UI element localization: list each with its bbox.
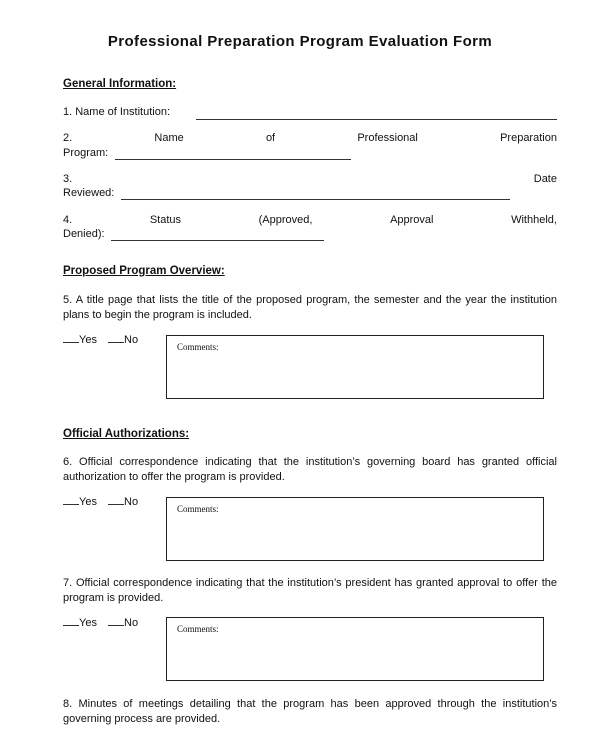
item-5-text: 5. A title page that lists the title of the proposed program, the semester and the year the institution plans to begin the program is included.	[63, 294, 557, 321]
item-8-text: 8. Minutes of meetings detailing that the program has been approved through the institution’s governing process are provided.	[63, 698, 557, 725]
yes-label: Yes	[79, 496, 97, 508]
status-label-row	[63, 214, 557, 226]
date-reviewed-field[interactable]	[121, 199, 510, 200]
item-5-comments-box[interactable]	[166, 335, 544, 399]
item-6-yes-no	[63, 496, 138, 508]
general-information-heading: General Information:	[63, 78, 177, 90]
program-name-word: of	[265, 132, 276, 144]
status-word: (Approved,	[258, 214, 313, 226]
item-5-no-blank[interactable]	[108, 342, 124, 343]
form-title: Professional Preparation Program Evaluation Form	[107, 33, 493, 50]
institution-name-field[interactable]	[196, 119, 557, 120]
item-5-yes-blank[interactable]	[63, 342, 79, 343]
status-field[interactable]	[111, 240, 324, 241]
status-word: Status	[149, 214, 181, 226]
program-name-word: 2.	[63, 132, 73, 144]
program-name-field[interactable]	[115, 159, 351, 160]
date-reviewed-word: 3.	[63, 173, 73, 185]
status-word: Approval	[390, 214, 434, 226]
item-7-yes-blank[interactable]	[63, 625, 79, 626]
status-word: Withheld,	[511, 214, 557, 226]
date-reviewed-word: Date	[533, 173, 557, 185]
comments-label: Comments:	[177, 624, 219, 634]
program-name-word: Name	[154, 132, 184, 144]
item-6-yes-blank[interactable]	[63, 504, 79, 505]
no-label: No	[124, 496, 139, 508]
proposed-overview-heading: Proposed Program Overview:	[63, 265, 225, 277]
program-name-word: Preparation	[500, 132, 557, 144]
program-name-label-row	[63, 132, 557, 144]
official-authorizations-heading: Official Authorizations:	[63, 428, 190, 440]
item-6-comments-box[interactable]	[166, 497, 544, 561]
status-label-cont: Denied):	[63, 228, 105, 240]
item-6-no-blank[interactable]	[108, 504, 124, 505]
program-name-word: Professional	[357, 132, 418, 144]
no-label: No	[124, 334, 139, 346]
yes-label: Yes	[79, 334, 97, 346]
date-reviewed-label-row	[63, 173, 557, 185]
item-7-text: 7. Official correspondence indicating that the institution’s president has granted approval to offer the program is provided.	[63, 577, 557, 604]
item-5-yes-no	[63, 334, 138, 346]
program-name-label-cont: Program:	[63, 147, 109, 159]
comments-label: Comments:	[177, 342, 219, 352]
item-7-yes-no	[63, 617, 138, 629]
item-7-no-blank[interactable]	[108, 625, 124, 626]
no-label: No	[124, 617, 139, 629]
comments-label: Comments:	[177, 504, 219, 514]
status-word: 4.	[63, 214, 73, 226]
item-7-comments-box[interactable]	[166, 617, 544, 681]
date-reviewed-label-cont: Reviewed:	[63, 187, 115, 199]
yes-label: Yes	[79, 617, 97, 629]
item-6-text: 6. Official correspondence indicating that the institution’s governing board has granted official authorization to offer the program is provided.	[63, 456, 557, 483]
institution-name-label: 1. Name of Institution:	[63, 106, 170, 118]
